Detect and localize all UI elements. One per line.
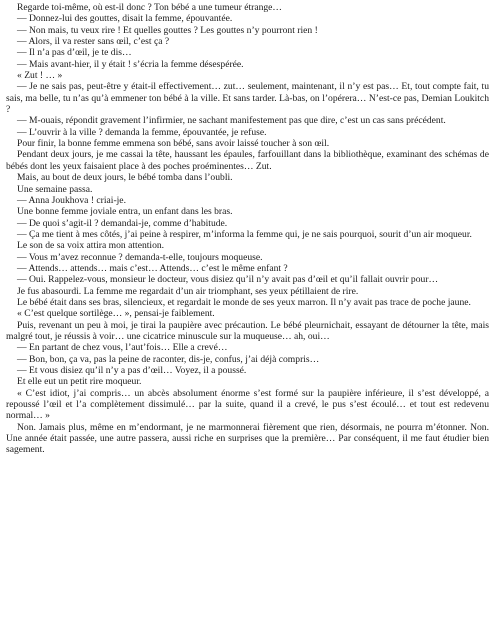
paragraph: — Vous m’avez reconnue ? demanda-t-elle, toujours moqueuse. [17,251,263,263]
paragraph: « C’est idiot, j’ai compris… un abcès absolument énorme s’est formé sur la paupière inférieure, il s’est développé, a repoussé l’œil et l’a complètement dissimulé… par la suite, quand il a crevé, le pus s’est écoulé… et tout est redevenu normal… » [6,387,489,422]
paragraph: — De quoi s’agit-il ? demandai-je, comme d’habitude. [17,217,228,229]
paragraph: — Il n’a pas d’œil, je te dis… [17,47,132,59]
paragraph: Le bébé était dans ses bras, silencieux, et regardait le monde de ses yeux marron. Il n’y avait pas trace de poche jaune. [17,296,471,308]
paragraph: Regarde toi-même, où est-il donc ? Ton bébé a une tumeur étrange… [17,2,283,13]
paragraph: — Alors, il va rester sans œil, c’est ça ? [17,36,170,48]
paragraph: — En partant de chez vous, l’aut’fois… Elle a crevé… [17,342,228,354]
paragraph: — Et vous disiez qu’il n’y a pas d’œil… Voyez, il a poussé. [17,365,247,376]
paragraph: Pour finir, la bonne femme emmena son bébé, sans avoir laissé toucher à son œil. [17,138,330,150]
paragraph: — Bon, bon, ça va, pas la peine de raconter, dis-je, confus, j’ai déjà compris… [17,353,320,365]
paragraph: Non. Jamais plus, même en m’endormant, je ne marmonnerai fièrement que rien, désormais, ne pourra m’étonner. Non. Une année était passée, une autre passera, aussi riche en surprises que la première… Par conséquent, il me faut étudier bien sagement. [6,421,489,456]
paragraph: Le son de sa voix attira mon attention. [17,240,165,252]
paragraph: — Je ne sais pas, peut-être y était-il effectivement… zut… seulement, maintenant, il n’y est pas… Et, tout compte fait, tu sais, ma belle, tu n’as qu’à emmener ton bébé à la ville. Et sans tarder. Là-bas, on l’opérera… N’est-ce pas, Demian Loukitch ? [6,81,489,116]
paragraph: — Non mais, tu veux rire ! Et quelles gouttes ? Les gouttes n’y pourront rien ! [17,24,318,36]
paragraph: — Donnez-lui des gouttes, disait la femme, épouvantée. [17,13,233,25]
paragraph: — Anna Joukhova ! criai-je. [17,194,126,206]
paragraph: — Ça me tient à mes côtés, j’ai peine à respirer, m’informa la femme qui, je ne sais pourquoi, sourit d’un air moqueur. [17,228,472,240]
paragraph: Pendant deux jours, je me cassai la tête, haussant les épaules, farfouillant dans la bibliothèque, examinant des schémas de bébés dont les yeux faisaient place à des poches proéminentes… Zut. [6,149,489,172]
paragraph: — Oui. Rappelez-vous, monsieur le docteur, vous disiez qu’il n’y avait pas d’œil et qu’il fallait ouvrir pour… [17,274,439,286]
paragraph: « Zut ! … » [17,70,63,82]
paragraph: — Attends… attends… mais c’est… Attends… c’est le même enfant ? [17,262,288,274]
paragraph: — M-ouais, répondit gravement l’infirmier, ne sachant manifestement pas que dire, c’est un cas sans précédent. [17,115,446,127]
paragraph: Et elle eut un petit rire moqueur. [17,376,142,388]
paragraph: — L’ouvrir à la ville ? demanda la femme, épouvantée, je refuse. [17,126,267,138]
paragraph: Une semaine passa. [17,183,93,195]
paragraph: Une bonne femme joviale entra, un enfant dans les bras. [17,206,233,218]
paragraph: Mais, au bout de deux jours, le bébé tomba dans l’oubli. [17,172,233,184]
paragraph: Je fus abasourdi. La femme me regardait d’un air triomphant, ses yeux pétillaient de rire. [17,285,359,297]
paragraph: « C’est quelque sortilège… », pensai-je faiblement. [17,308,215,320]
paragraph: — Mais avant-hier, il y était ! s’écria la femme désespérée. [17,58,244,70]
paragraph: Puis, revenant un peu à moi, je tirai la paupière avec précaution. Le bébé pleurnichait, essayant de détourner la tête, mais malgré tout, je réussis à voir… une cicatrice minuscule sur la muqueuse… ah, oui… [6,319,489,342]
